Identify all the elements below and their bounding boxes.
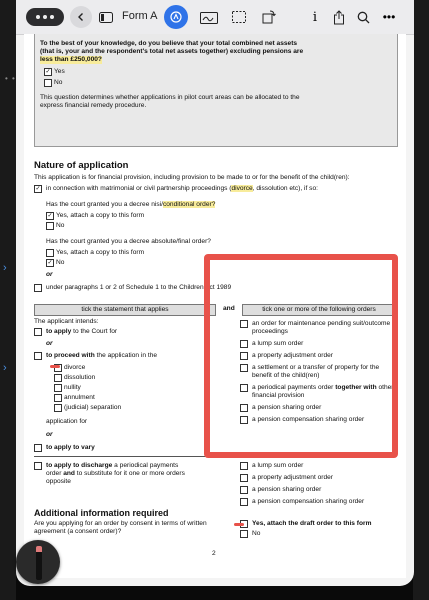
background-app-strip [0,0,16,600]
markup-icon[interactable] [164,5,188,29]
matrimonial-checkbox[interactable]: ✓ [35,186,41,192]
decree-nisi-no-checkbox[interactable] [46,222,54,230]
vary-label: to apply to vary [46,444,95,451]
nullity-checkbox[interactable] [54,384,62,392]
consent-question-2: agreement (a consent order)? [34,528,122,535]
dissolution-label: dissolution [64,374,96,381]
pdf-page [24,34,406,578]
apply-label: to apply to the Court for [46,328,118,335]
dissolution-checkbox[interactable] [54,374,62,382]
share-icon[interactable] [330,8,348,26]
maintenance-order-label-2: proceedings [252,328,288,335]
separation-checkbox[interactable] [54,404,62,412]
vary-checkbox[interactable] [34,444,42,452]
intro-note-line2: express financial remedy procedure. [40,102,147,109]
applicant-intends: The applicant intends: [34,318,99,325]
consent-no-checkbox[interactable] [240,530,248,538]
back-icon[interactable] [70,6,92,28]
more-dots-icon: • • [5,74,16,83]
nature-heading: Nature of application [34,160,129,171]
right-edge-strip [413,0,429,600]
selection-icon[interactable] [230,8,248,26]
decree-nisi-yes-label: Yes, attach a copy to this form [56,212,145,219]
pension-sharing-2-checkbox[interactable] [240,486,248,494]
consent-question: Are you applying for an order by consent in terms of written [34,520,207,527]
more-icon[interactable]: ••• [382,10,396,24]
pension-sharing-label: a pension sharing order [252,404,322,411]
settlement-label-2: benefit of the child(ren) [252,372,320,379]
property-adjustment-label: a property adjustment order [252,352,333,359]
window-controls[interactable] [26,8,64,26]
chevron-right-icon[interactable]: › [3,262,7,274]
decree-nisi-no-label: No [56,222,65,229]
matrimonial-label: in connection with matrimonial or civil partnership proceedings (divorce, dissolution etc), if so: [46,185,318,192]
left-column-header: tick the statement that applies [34,304,216,316]
apple-pencil-tool-icon[interactable] [16,540,60,584]
nature-intro: This application is for financial provision, including provision to be made to or for the benefit of the child(ren): [34,174,350,181]
decree-absolute-yes-checkbox[interactable] [46,249,54,257]
or-label-1: or [46,340,53,347]
children-act-label: under paragraphs 1 or 2 of Schedule 1 to the Children Act 1989 [46,284,232,291]
settlement-label: a settlement or a transfer of property for the [252,364,380,371]
discharge-label: to apply to discharge a periodical payments [46,462,179,469]
right-column-header: tick one or more of the following orders [242,304,396,316]
proceed-label: to proceed with the application in the [46,352,158,359]
intro-question-line2: (that is, your and the respondent's total net assets together) excluding pensions are [40,48,304,55]
children-act-checkbox[interactable] [34,284,42,292]
pension-sharing-2-label: a pension sharing order [252,486,322,493]
red-annotation-box[interactable] [204,254,398,458]
annulment-checkbox[interactable] [54,394,62,402]
nullity-label: nullity [64,384,81,391]
pension-compensation-label: a pension compensation sharing order [252,416,365,423]
decree-nisi-question: Has the court granted you a decree nisi/conditional order? [46,201,216,208]
lump-sum-2-label: a lump sum order [252,462,304,469]
separation-label: (judicial) separation [64,404,122,411]
divorce-label: divorce [64,364,86,371]
periodical-payments-label: a periodical payments order together with other [252,384,394,391]
pdf-viewer-window [16,0,414,586]
info-icon[interactable]: i [312,9,318,25]
apply-checkbox[interactable] [34,328,42,336]
intro-no-checkbox[interactable] [44,79,52,87]
lump-sum-label: a lump sum order [252,340,304,347]
application-for-label: application for [46,418,88,425]
discharge-checkbox[interactable] [34,462,42,470]
intro-question-highlight: less than £250,000? [40,56,102,63]
intro-yes-label: Yes [54,68,65,75]
pension-compensation-2-label: a pension compensation sharing order [252,498,365,505]
toolbar [16,0,414,35]
periodical-payments-label-2: financial provision [252,392,305,399]
discharge-label-2: order and to substitute for it one or more orders [46,470,185,477]
intro-question-line1: To the best of your knowledge, do you believe that your total combined net assets [40,40,298,47]
search-icon[interactable] [354,8,372,26]
rotate-icon[interactable] [260,8,278,26]
consent-no-label: No [252,530,261,537]
signature-icon[interactable] [200,8,218,26]
decree-absolute-no-label: No [56,259,65,266]
intro-no-label: No [54,79,63,86]
red-annotation-mark[interactable] [50,365,60,368]
decree-absolute-yes-label: Yes, attach a copy to this form [56,249,145,256]
intro-yes-checkbox[interactable]: ✓ [45,69,51,75]
additional-heading: Additional information required [34,508,169,518]
pension-compensation-2-checkbox[interactable] [240,498,248,506]
decree-absolute-no-checkbox[interactable]: ✓ [47,260,53,266]
sidebar-icon[interactable] [96,6,116,28]
decree-absolute-question: Has the court granted you a decree absolute/final order? [46,238,211,245]
page-number: 2 [212,550,216,557]
decree-nisi-yes-checkbox[interactable]: ✓ [47,213,53,219]
discharge-label-3: opposite [46,478,71,485]
or-label: or [46,271,53,278]
intro-note-line1: This question determines whether applications in pilot court areas can be allocated to the [40,94,300,101]
property-adjustment-2-label: a property adjustment order [252,474,333,481]
maintenance-order-label: an order for maintenance pending suit/outcome of [252,320,398,327]
annulment-label: annulment [64,394,95,401]
document-title[interactable]: Form A [122,10,158,22]
chevron-right-icon[interactable]: › [3,362,7,374]
property-adjustment-2-checkbox[interactable] [240,474,248,482]
red-annotation-mark[interactable] [234,523,244,526]
lump-sum-2-checkbox[interactable] [240,462,248,470]
consent-yes-label: Yes, attach the draft order to this form [252,520,372,527]
or-label-2: or [46,431,53,438]
and-label: and [223,305,235,312]
proceed-checkbox[interactable] [34,352,42,360]
